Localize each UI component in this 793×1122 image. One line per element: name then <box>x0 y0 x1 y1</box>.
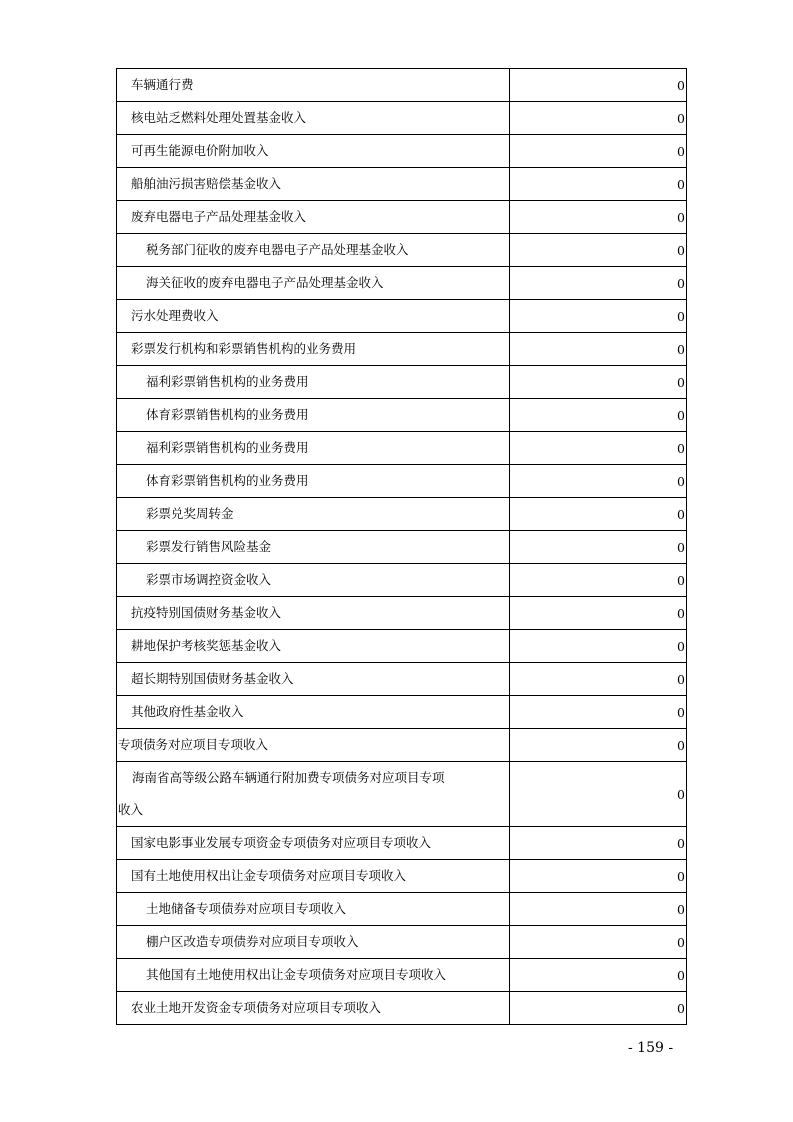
table-row <box>117 597 687 630</box>
row-label: 彩票发行机构和彩票销售机构的业务费用 <box>117 333 510 366</box>
table-row <box>117 465 687 498</box>
row-label: 专项债务对应项目专项收入 <box>117 729 510 762</box>
row-label: 税务部门征收的废弃电器电子产品处理基金收入 <box>117 234 510 267</box>
row-label: 抗疫特别国债财务基金收入 <box>117 597 510 630</box>
row-label: 体育彩票销售机构的业务费用 <box>117 465 510 498</box>
row-label-line1: 海南省高等级公路车辆通行附加费专项债务对应项目专项 <box>132 770 445 785</box>
row-value: 0 <box>510 234 687 267</box>
row-value: 0 <box>510 959 687 992</box>
row-label: 福利彩票销售机构的业务费用 <box>117 366 510 399</box>
row-value: 0 <box>510 135 687 168</box>
row-label: 棚户区改造专项债券对应项目专项收入 <box>117 926 510 959</box>
row-label: 土地储备专项债券对应项目专项收入 <box>117 893 510 926</box>
row-label: 彩票市场调控资金收入 <box>117 564 510 597</box>
table-row <box>117 234 687 267</box>
table-row <box>117 498 687 531</box>
table-row <box>117 630 687 663</box>
row-value: 0 <box>510 465 687 498</box>
table-row <box>117 860 687 893</box>
table-row <box>117 267 687 300</box>
row-value: 0 <box>510 69 687 102</box>
row-value: 0 <box>510 267 687 300</box>
table-row <box>117 762 687 827</box>
row-value: 0 <box>510 860 687 893</box>
row-value: 0 <box>510 300 687 333</box>
row-value: 0 <box>510 201 687 234</box>
table-row <box>117 135 687 168</box>
table-row <box>117 696 687 729</box>
row-label: 农业土地开发资金专项债务对应项目专项收入 <box>117 992 510 1025</box>
table-row <box>117 102 687 135</box>
row-value: 0 <box>510 531 687 564</box>
row-label: 废弃电器电子产品处理基金收入 <box>117 201 510 234</box>
row-value: 0 <box>510 992 687 1025</box>
row-label: 污水处理费收入 <box>117 300 510 333</box>
row-value: 0 <box>510 729 687 762</box>
row-label: 国有土地使用权出让金专项债务对应项目专项收入 <box>117 860 510 893</box>
row-label: 其他国有土地使用权出让金专项债务对应项目专项收入 <box>117 959 510 992</box>
row-value: 0 <box>510 827 687 860</box>
row-value: 0 <box>510 663 687 696</box>
table-row <box>117 300 687 333</box>
row-value: 0 <box>510 696 687 729</box>
row-label: 核电站乏燃料处理处置基金收入 <box>117 102 510 135</box>
row-label: 超长期特别国债财务基金收入 <box>117 663 510 696</box>
row-label: 其他政府性基金收入 <box>117 696 510 729</box>
row-value: 0 <box>510 597 687 630</box>
row-label: 可再生能源电价附加收入 <box>117 135 510 168</box>
table-row <box>117 926 687 959</box>
row-value: 0 <box>510 333 687 366</box>
row-value: 0 <box>510 366 687 399</box>
table-row <box>117 69 687 102</box>
budget-table <box>116 68 687 1025</box>
row-label: 彩票兑奖周转金 <box>117 498 510 531</box>
row-value: 0 <box>510 498 687 531</box>
row-value: 0 <box>510 399 687 432</box>
table-row <box>117 959 687 992</box>
table-row <box>117 564 687 597</box>
table-row <box>117 893 687 926</box>
row-label: 车辆通行费 <box>117 69 510 102</box>
table-row <box>117 201 687 234</box>
table-row <box>117 729 687 762</box>
table-row <box>117 168 687 201</box>
page-number: - 159 - <box>628 1040 674 1056</box>
table-row <box>117 333 687 366</box>
row-value: 0 <box>510 630 687 663</box>
row-label: 海关征收的废弃电器电子产品处理基金收入 <box>117 267 510 300</box>
row-label: 国家电影事业发展专项资金专项债务对应项目专项收入 <box>117 827 510 860</box>
table-row <box>117 531 687 564</box>
table-row <box>117 366 687 399</box>
row-label: 耕地保护考核奖惩基金收入 <box>117 630 510 663</box>
row-value: 0 <box>510 564 687 597</box>
row-value: 0 <box>510 893 687 926</box>
table-row <box>117 827 687 860</box>
row-label: 体育彩票销售机构的业务费用 <box>117 399 510 432</box>
row-label: 船舶油污损害赔偿基金收入 <box>117 168 510 201</box>
row-value: 0 <box>510 168 687 201</box>
table-row <box>117 399 687 432</box>
row-value: 0 <box>510 432 687 465</box>
table-row <box>117 663 687 696</box>
row-label <box>117 762 510 827</box>
row-label-line2: 收入 <box>118 802 144 817</box>
row-label: 彩票发行销售风险基金 <box>117 531 510 564</box>
row-value: 0 <box>510 102 687 135</box>
table-row <box>117 432 687 465</box>
row-value: 0 <box>510 926 687 959</box>
row-value: 0 <box>510 762 687 827</box>
row-label: 福利彩票销售机构的业务费用 <box>117 432 510 465</box>
table-row <box>117 992 687 1025</box>
